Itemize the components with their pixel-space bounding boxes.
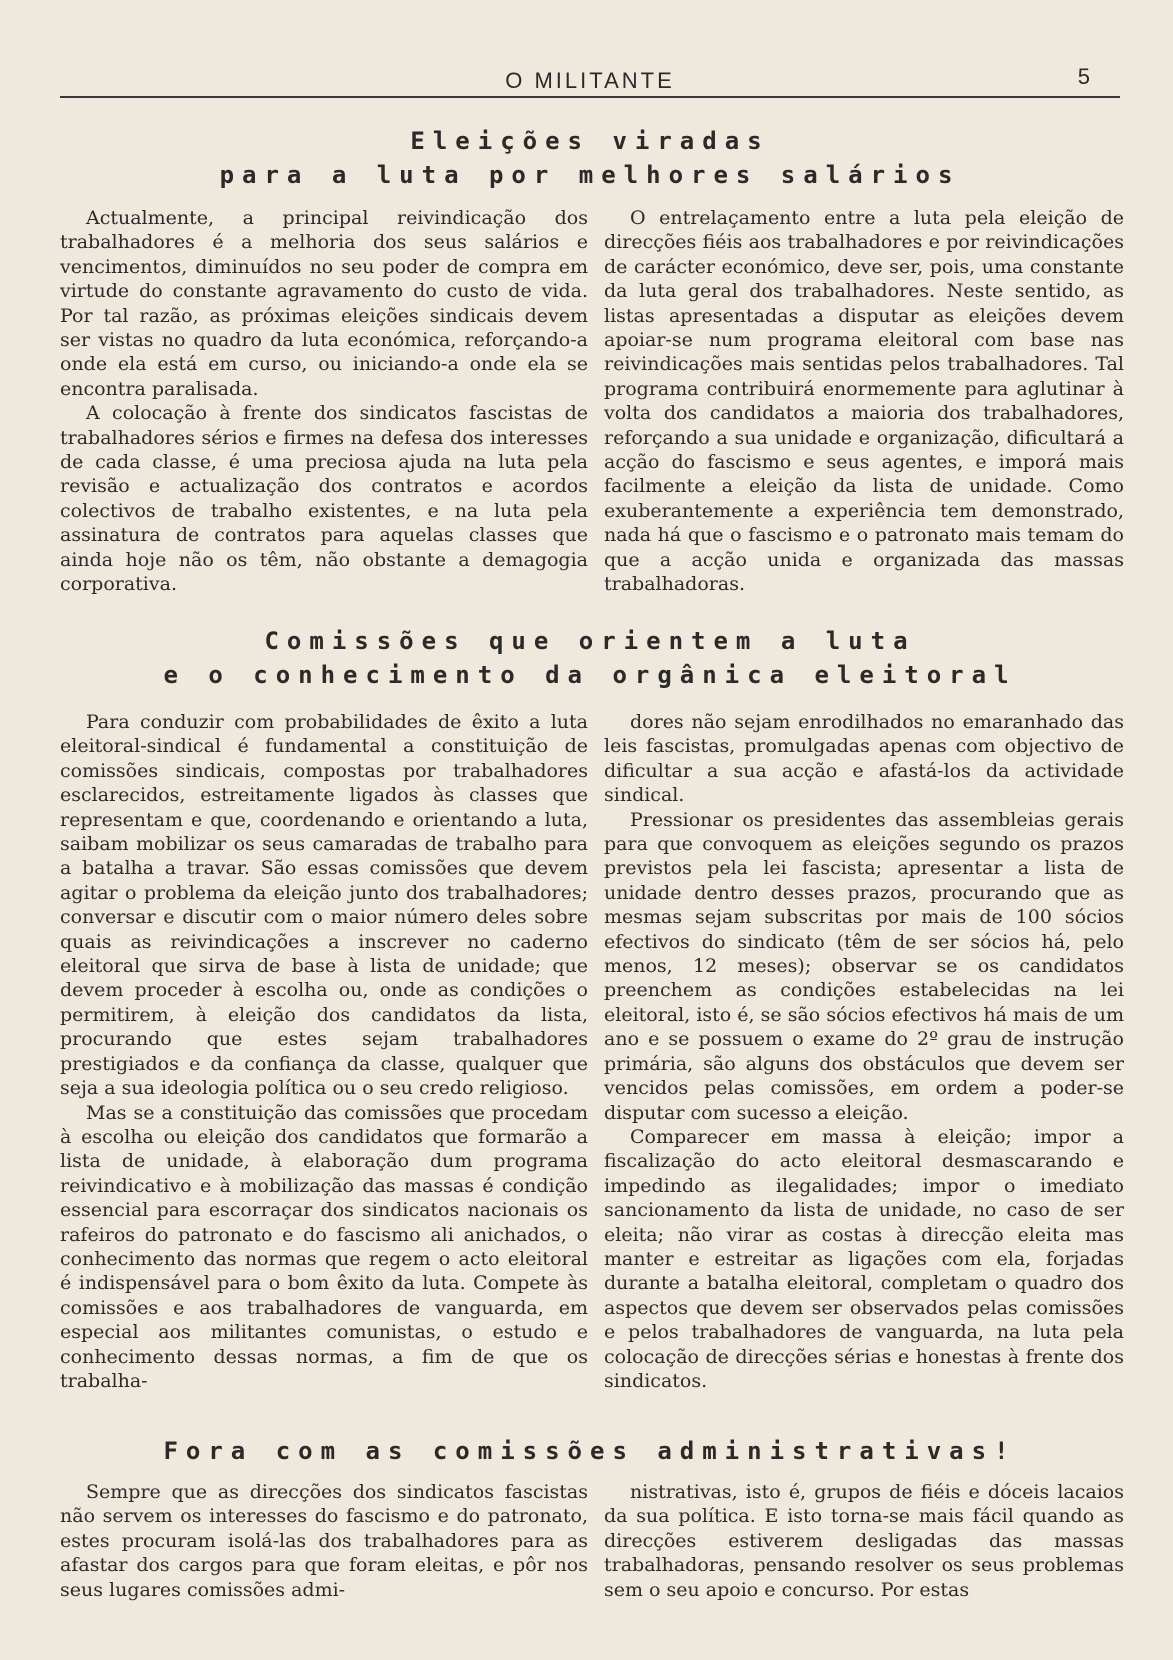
paragraph: Sempre que as direcções dos sindicatos fascistas não servem os interesses do fascismo e do patronato, estes procuram isolá-las dos trabalhadores para as afastar dos cargos para que foram eleitas, e pôr nos seus lugares comissões admi- [60,1481,588,1601]
page-number: 5 [1077,64,1090,89]
article2-right-column [604,710,1124,1393]
publication-title: O MILITANTE [505,68,675,93]
paragraph: O entrelaçamento entre a luta pela eleição de direcções fiéis aos trabalhadores e por reivindicações de carácter económico, deve ser, pois, uma constante da luta geral dos trabalhadores. Neste sentido, as listas apresentadas a disputar as eleições devem apoiar-se num programa eleitoral com base nas reivindicações mais sentidas pelos trabalhadores. Tal programa contribuirá enormemente para aglutinar à volta dos candidatos a maioria dos trabalhadores, reforçando a sua unidade e organização, dificultará a acção do fascismo e seus agentes, e imporá mais facilmente a eleição da lista de unidade. Como exuberantemente a experiência tem demonstrado, nada há que o fascismo e o patronato mais temam do que a acção unida e organizada das massas trabalhadoras. [604,207,1124,596]
paragraph: dores não sejam enrodilhados no emaranhado das leis fascistas, promulgadas apenas com objectivo de dificultar a sua acção e afastá-los da actividade sindical. [604,711,1124,807]
article1-title-line1: Eleições viradas [410,127,770,155]
article1-heading [60,124,1120,192]
paragraph: Comparecer em massa à eleição; impor a fiscalização do acto eleitoral desmascarando e impedindo as ilegalidades; impor o imediato sancionamento da lista de unidade, no caso de ser eleita; não virar as costas à direcção eleita mas manter e estreitar as ligações com ela, forjadas durante a batalha eleitoral, completam o quadro dos aspectos que devem ser observados pelas comissões e pelos trabalhadores de vanguarda, na luta pela colocação de direcções sérias e honestas à frente dos sindicatos. [604,1125,1124,1392]
paragraph: Pressionar os presidentes das assembleias gerais para que convoquem as eleições segundo os prazos previstos pela lei fascista; apresentar a lista de unidade dentro desses prazos, procurando que as mesmas sejam subscritas por mais de 100 sócios efectivos do sindicato (têm de ser sócios há, pelo menos, 12 meses); observar se os candidatos preenchem as condições estabelecidas na lei eleitoral, isto é, se são sócios efectivos há mais de um ano e se possuem o exame do 2º grau de instrução primária, são alguns dos obstáculos que devem ser vencidos pelas comissões, em ordem a poder-se disputar com sucesso a eleição. [604,808,1124,1124]
article2-title-line2: e o conhecimento da orgânica eleitoral [163,661,1017,689]
article3-title: Fora com as comissões administrativas! [163,1437,1017,1465]
article2-heading [60,624,1120,692]
article1-title-line2: para a luta por melhores salários [219,161,961,189]
masthead [60,64,1120,98]
article2-left-column [60,710,588,1393]
paragraph: nistrativas, isto é, grupos de fiéis e dóceis lacaios da sua política. E isto torna-se mais fácil quando as direcções estiverem desligadas das massas trabalhadoras, pensando resolver os seus problemas sem o seu apoio e concurso. Por estas [604,1481,1124,1601]
article1-right-column [604,206,1124,597]
paragraph: Mas se a constituição das comissões que procedam à escolha ou eleição dos candidatos que formarão a lista de unidade, à elaboração dum programa reivindicativo e à mobilização das massas é condição essencial para escorraçar dos sindicatos nacionais os rafeiros do patronato e do fascismo ali anichados, o conhecimento das normas que regem o acto eleitoral é indispensável para o bom êxito da luta. Compete às comissões e aos trabalhadores de vanguarda, em especial aos militantes comunistas, o estudo e conhecimento dessas normas, a fim de que os trabalha- [60,1101,588,1392]
article3-left-column [60,1480,588,1602]
article2-title-line1: Comissões que orientem a luta [264,627,916,655]
paragraph: Actualmente, a principal reivindicação dos trabalhadores é a melhoria dos seus salários e vencimentos, diminuídos no seu poder de compra em virtude do constante agravamento do custo de vida. Por tal razão, as próximas eleições sindicais devem ser vistas no quadro da luta económica, reforçando-a onde ela está em curso, ou iniciando-a onde ela se encontra paralisada. [60,207,588,400]
masthead-rule [60,96,1120,98]
article3-heading [60,1434,1120,1468]
paragraph: Para conduzir com probabilidades de êxito a luta eleitoral-sindical é fundamental a constituição de comissões sindicais, compostas por trabalhadores esclarecidos, estreitamente ligados às classes que representam e que, coordenando e orientando a luta, saibam mobilizar os seus camaradas de trabalho para a batalha a travar. São essas comissões que devem agitar o problema da eleição junto dos trabalhadores; conversar e discutir com o maior número deles sobre quais as reivindicações a inscrever no caderno eleitoral que sirva de base à lista de unidade; que devem proceder à escolha ou, onde as condições o permitirem, à eleição dos candidatos da lista, procurando que estes sejam trabalhadores prestigiados e da confiança da classe, qualquer que seja a sua ideologia política ou o seu credo religioso. [60,711,588,1100]
article1-left-column [60,206,588,597]
article3-right-column [604,1480,1124,1602]
paragraph: A colocação à frente dos sindicatos fascistas de trabalhadores sérios e firmes na defesa dos interesses de cada classe, é uma preciosa ajuda na luta pela revisão e actualização dos contratos e acordos colectivos de trabalho existentes, e na luta pela assinatura de contratos para aquelas classes que ainda hoje não os têm, não obstante a demagogia corporativa. [60,402,588,596]
